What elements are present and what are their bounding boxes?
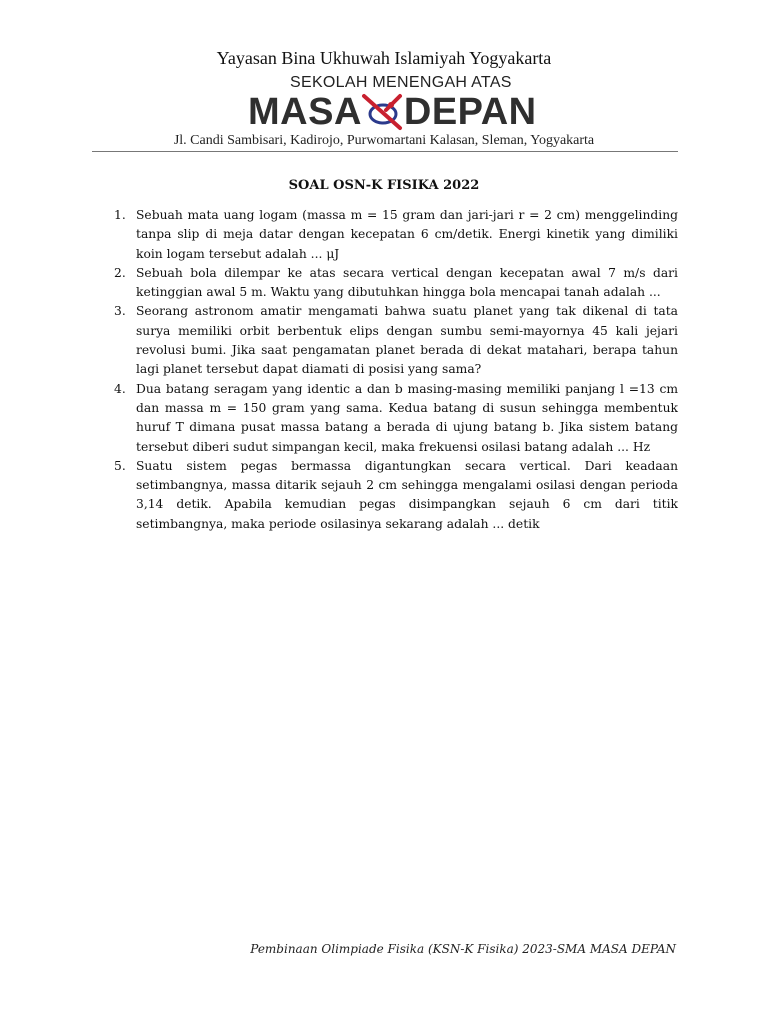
question-item [114, 457, 678, 534]
logo-word-right: DEPAN [403, 91, 537, 133]
question-number: 3. [114, 304, 126, 319]
school-address: Jl. Candi Sambisari, Kadirojo, Purwomartani Kalasan, Sleman, Yogyakarta [173, 133, 595, 148]
question-text: Sebuah mata uang logam (massa m = 15 gram dan jari-jari r = 2 cm) menggelinding tanpa slip di meja datar dengan kecepatan 6 cm/detik. Energi kinetik yang dimiliki koin logam tersebut adalah ... μJ [136, 208, 678, 261]
header-divider [92, 151, 678, 152]
question-text: Suatu sistem pegas bermassa digantungkan secara vertical. Dari keadaan setimbangnya, massa ditarik sejauh 2 cm sehingga mengalami osilasi dengan perioda 3,14 detik. Apabila kemudian pegas disimpangkan sejauh 6 cm dari titik setimbangnya, maka periode osilasinya sekarang adalah ... detik [136, 458, 678, 531]
question-item [114, 302, 678, 379]
question-item [114, 206, 678, 264]
foundation-name: Yayasan Bina Ukhuwah Islamiyah Yogyakarta [216, 48, 552, 68]
question-number: 4. [114, 381, 126, 396]
question-item [114, 380, 678, 457]
question-number: 2. [114, 265, 126, 280]
question-text: Dua batang seragam yang identic a dan b masing-masing memiliki panjang l =13 cm dan massa m = 150 gram yang sama. Kedua batang di susun sehingga membentuk huruf T dimana pusat massa batang a berada di ujung batang b. Jika sistem batang tersebut diberi sudut simpangan kecil, maka frekuensi osilasi batang adalah ... Hz [136, 381, 678, 454]
question-number: 1. [114, 208, 126, 222]
question-item [114, 264, 678, 303]
question-list [114, 206, 678, 534]
question-text: Sebuah bola dilempar ke atas secara vertical dengan kecepatan awal 7 m/s dari ketinggian awal 5 m. Waktu yang dibutuhkan hingga bola mencapai tanah adalah ... [136, 265, 678, 300]
page-title: SOAL OSN-K FISIKA 2022 [288, 178, 480, 193]
page-footer: Pembinaan Olimpiade Fisika (KSN-K Fisika) 2023-SMA MASA DEPAN [250, 942, 676, 956]
school-logo [248, 92, 537, 132]
question-text: Seorang astronom amatir mengamati bahwa suatu planet yang tak dikenal di tata surya memiliki orbit berbentuk elips dengan sumbu semi-mayornya 45 kali jejari revolusi bumi. Jika saat pengamatan planet berada di dekat matahari, berapa tahun lagi planet tersebut dapat diamati di posisi yang sama? [136, 304, 678, 377]
question-number: 5. [114, 458, 126, 473]
school-level: SEKOLAH MENENGAH ATAS [290, 74, 512, 91]
logo-word-left: MASA [248, 91, 362, 133]
logo-emblem-icon [360, 92, 406, 132]
